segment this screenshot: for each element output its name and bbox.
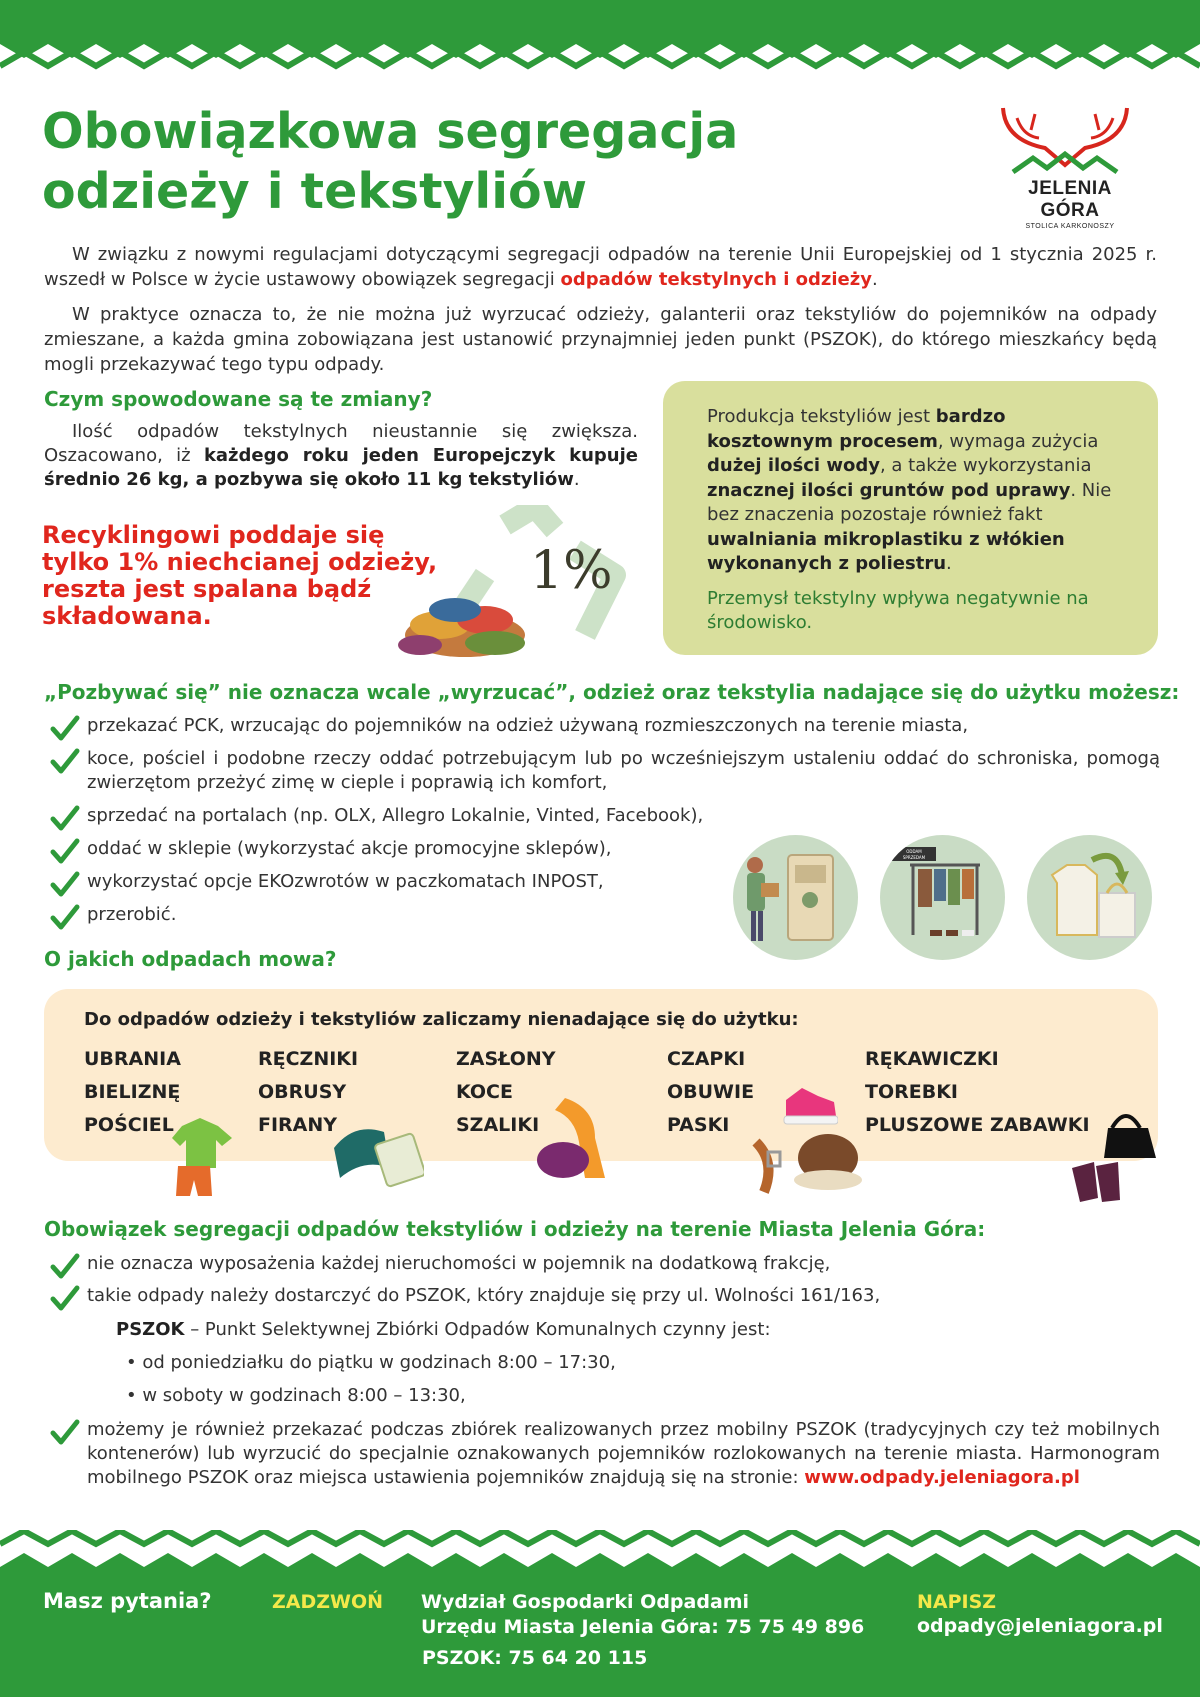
hours-weekdays: • od poniedziałku do piątku w godzinach 8:00 – 17:30,	[126, 1352, 616, 1373]
recycle-clothes-pile-icon	[395, 505, 635, 665]
list-item: koce, pościel i podobne rzeczy oddać potrzebującym lub po wcześniejszym ustaleniu oddać do schroniska, pomogą zwierzętom przeżyć zimę w cieple i poprawią ich komfort,	[50, 747, 1160, 804]
top-zigzag-band	[0, 0, 1200, 80]
waste-column-2: RĘCZNIKI OBRUSY FIRANY	[258, 1048, 359, 1136]
checkmark-icon	[50, 837, 80, 867]
one-percent-label: 1%	[530, 541, 613, 601]
checkmark-icon	[50, 1418, 80, 1448]
checkmark-icon	[50, 747, 80, 777]
duty-checklist-top	[50, 1252, 1160, 1316]
towel-tablecloth-icon	[334, 1118, 424, 1190]
hours-saturday: • w soboty w godzinach 8:00 – 13:30,	[126, 1385, 466, 1406]
footer-write-label: NAPISZ	[917, 1591, 997, 1613]
list-item: wykorzystać opcje EKOzwrotów w paczkomatach INPOST,	[50, 870, 1160, 903]
causes-paragraph: Ilość odpadów tekstylnych nieustannie się zwiększa. Oszacowano, iż każdego roku jeden Europejczyk kupuje średnio 26 kg, a pozbywa się około 11 kg tekstyliów.	[44, 421, 638, 490]
intro-paragraph-2: W praktyce oznacza to, że nie można już wyrzucać odzieży, galanterii oraz tekstyliów do pojemników na odpady zmieszane, a każda gmina zobowiązana jest ustanowić przynajmniej jeden punkt (PSZOK), do którego mieszkańcy będą mogli przekazywać tego typu odpady.	[44, 304, 1157, 375]
waste-column-3: ZASŁONY KOCE SZALIKI	[456, 1048, 556, 1136]
reuse-heading: „Pozbywać się” nie oznacza wcale „wyrzucać”, odzież oraz tekstylia nadające się do użytku możesz:	[44, 680, 1180, 704]
bag-gloves-icon	[1068, 1098, 1164, 1206]
footer-pszok-phone[interactable]: PSZOK: 75 64 20 115	[422, 1647, 648, 1669]
waste-column-5: RĘKAWICZKI TOREBKI PLUSZOWE ZABAWKI	[865, 1048, 1090, 1136]
svg-text:ODDAM: ODDAM	[906, 849, 922, 854]
clothes-rack-icon	[880, 835, 1005, 960]
waste-column-4: CZAPKI OBUWIE PASKI	[667, 1048, 755, 1136]
waste-heading: O jakich odpadach mowa?	[44, 947, 337, 971]
belt-hat-icon	[752, 1122, 872, 1204]
duty-checklist-bottom	[50, 1418, 1160, 1490]
clothes-rack-illustration	[880, 835, 1005, 960]
footer-question: Masz pytania?	[43, 1589, 212, 1613]
duty-heading: Obowiązek segregacji odpadów tekstyliów i odzieży na terenie Miasta Jelenia Góra:	[44, 1217, 986, 1241]
list-item: przekazać PCK, wrzucając do pojemników na odzież używaną rozmieszczonych na terenie miasta,	[50, 714, 1160, 747]
reuse-illustrations	[733, 835, 1153, 960]
textile-production-info-box: Produkcja tekstyliów jest bardzo kosztownym procesem, wymaga zużycia dużej ilości wody, a także wykorzystania znacznej ilości gruntów pod uprawy. Nie bez znaczenia pozostaje również fakt uwalniania mikroplastiku z włókien wykonanych z poliestru. Przemysł tekstylny wpływa negatywnie na środowisko.	[663, 381, 1158, 655]
waste-column-1: UBRANIA BIELIZNĘ POŚCIEL	[84, 1048, 181, 1136]
bag-return-illustration	[1027, 835, 1152, 960]
list-item: możemy je również przekazać podczas zbiórek realizowanych przez mobilny PSZOK (tradycyjnych czy też mobilnych kontenerów) lub wyrzucić do specjalnie oznakowanych pojemników rozlokowanych na terenie miasta. Harmonogram mobilnego PSZOK oraz miejsca ustawienia pojemników znajdują się na stronie: www.odpady.jeleniagora.pl	[50, 1418, 1160, 1490]
intro-paragraph-1: W związku z nowymi regulacjami dotyczącymi segregacji odpadów na terenie Unii Europejskiej od 1 stycznia 2025 r. wszedł w Polsce w życie ustawowy obowiązek segregacji odpadów tekstylnych i odzieży.	[44, 244, 1157, 290]
shirt-shorts-icon	[172, 1118, 242, 1200]
list-item: przerobić.	[50, 903, 1160, 936]
waste-box-heading: Do odpadów odzieży i tekstyliów zaliczamy nienadające się do użytku:	[84, 1009, 799, 1030]
list-item: takie odpady należy dostarczyć do PSZOK, który znajduje się przy ul. Wolności 161/163,	[50, 1284, 1160, 1316]
logo-text: JELENIA GÓRA STOLICA KARKONOSZY	[1025, 178, 1115, 230]
checkmark-icon	[50, 1252, 80, 1282]
footer-email[interactable]: odpady@jeleniagora.pl	[917, 1615, 1163, 1637]
checkmark-icon	[50, 903, 80, 933]
recycle-statement: Recyklingowi poddaje się tylko 1% niechcianej odzieży, reszta jest spalana bądź składowana.	[42, 521, 438, 630]
footer-phone[interactable]: Urzędu Miasta Jelenia Góra: 75 75 49 896	[421, 1616, 865, 1638]
page-title: Obowiązkowa segregacja odzieży i tekstyliów	[42, 103, 739, 220]
pszok-hours-intro: PSZOK – Punkt Selektywnej Zbiórki Odpadów Komunalnych czynny jest:	[116, 1319, 771, 1340]
website-link[interactable]: www.odpady.jeleniagora.pl	[804, 1467, 1080, 1488]
footer-call-label: ZADZWOŃ	[272, 1591, 384, 1613]
donation-bin-illustration	[733, 835, 858, 960]
checkmark-icon	[50, 1284, 80, 1314]
shirt-to-bag-icon	[1027, 835, 1152, 960]
causes-heading: Czym spowodowane są te zmiany?	[44, 387, 433, 411]
checkmark-icon	[50, 804, 80, 834]
donation-bin-icon	[733, 835, 858, 960]
checkmark-icon	[50, 870, 80, 900]
list-item: oddać w sklepie (wykorzystać akcje promocyjne sklepów),	[50, 837, 1160, 870]
list-item: sprzedać na portalach (np. OLX, Allegro Lokalnie, Vinted, Facebook),	[50, 804, 1160, 837]
checkmark-icon	[50, 714, 80, 744]
environment-note: Przemysł tekstylny wpływa negatywnie na środowisko.	[707, 587, 1089, 633]
svg-text:SPRZEDAM: SPRZEDAM	[902, 855, 926, 860]
footer-department: Wydział Gospodarki Odpadami Urzędu Miasta Jelenia Góra: 75 75 49 896	[421, 1591, 865, 1638]
scarf-icon	[535, 1098, 615, 1180]
list-item: nie oznacza wyposażenia każdej nieruchomości w pojemnik na dodatkową frakcję,	[50, 1252, 1160, 1284]
